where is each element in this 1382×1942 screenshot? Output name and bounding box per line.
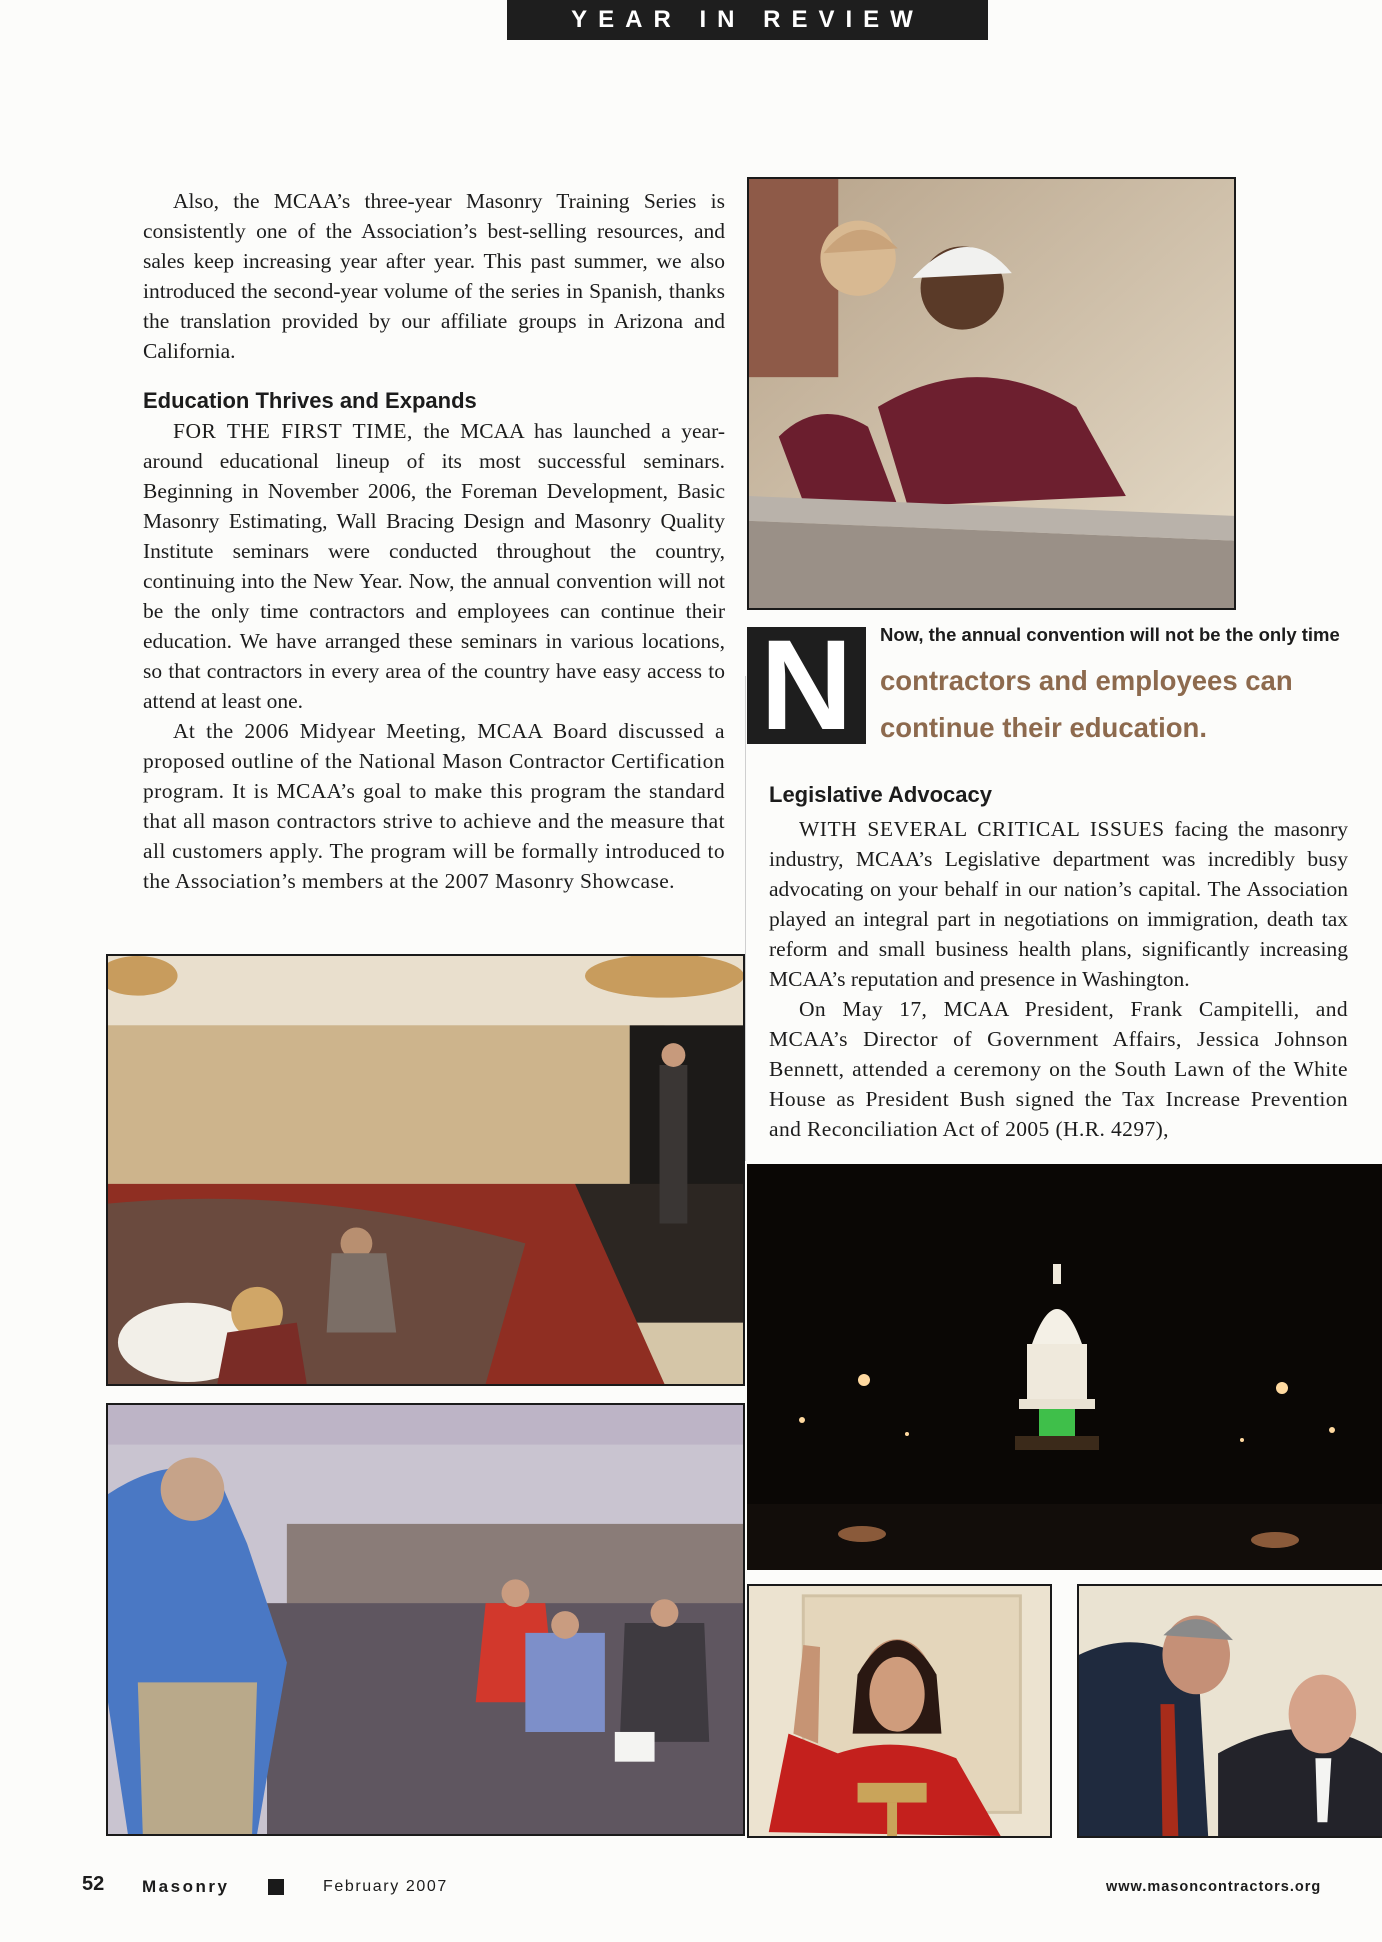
section-header: YEAR IN REVIEW	[507, 0, 988, 40]
education-paragraph-1	[143, 416, 725, 716]
page-number: 52	[82, 1873, 105, 1895]
capitol-night-photo	[747, 1164, 1382, 1570]
masons-working-photo	[747, 177, 1236, 610]
legislative-heading: Legislative Advocacy	[769, 782, 992, 807]
classroom-seminar-photo	[106, 1403, 745, 1836]
legislative-paragraph-2: On May 17, MCAA President, Frank Campitelli, and MCAA’s Director of Government Affairs, Jessica Johnson Bennett, attended a ceremony on the South Lawn of the White House as President Bush signed the Tax Increase Prevention and Reconciliation Act of 2005 (H.R. 4297),	[769, 997, 1348, 1141]
footer-square	[268, 1879, 284, 1895]
education-paragraph-2: At the 2006 Midyear Meeting, MCAA Board discussed a proposed outline of the National Mason Contractor Certification program. It is MCAA’s goal to make this program the standard that all mason contractors strive to achieve and the measure that all customers apply. The program will be formally introduced to the Association’s members at the 2007 Masonry Showcase.	[143, 719, 725, 893]
speaker-woman-photo	[747, 1584, 1052, 1838]
website-link[interactable]: www.masoncontractors.org	[1106, 1879, 1322, 1895]
issue-date: February 2007	[323, 1878, 448, 1895]
column-divider	[745, 676, 746, 1161]
left-column-text	[143, 186, 725, 896]
banquet-seminar-photo	[106, 954, 745, 1386]
pull-quote-line-2: contractors and employees can continue their education.	[880, 665, 1293, 743]
legislative-paragraph-1	[769, 814, 1348, 994]
education-lead: FOR THE FIRST TIME,	[173, 419, 413, 443]
legislative-lead: WITH SEVERAL CRITICAL ISSUES	[799, 817, 1165, 841]
right-column-text	[769, 780, 1348, 1144]
education-paragraph-1-body: the MCAA has launched a year-around educational lineup of its most successful seminars. Beginning in November 2006, the Foreman Development, Basic Masonry Estimating, Wall Bracing Design and Masonry Quality Institute seminars were conducted throughout the country, continuing into the New Year. Now, the annual convention will not be the only time contractors and employees can continue their education. We have arranged these seminars in various locations, so that contractors in every area of the country have easy access to attend at least one.	[143, 419, 725, 713]
intro-paragraph: Also, the MCAA’s three-year Masonry Training Series is consistently one of the Association’s best-selling resources, and sales keep increasing year after year. This past summer, we also introduced the second-year volume of the series in Spanish, thanks the translation provided by our affiliate groups in Arizona and California.	[143, 189, 725, 363]
two-men-photo	[1077, 1584, 1382, 1838]
pull-quote-initial: N	[747, 627, 866, 744]
pull-quote-line-1: Now, the annual convention will not be the only time	[880, 624, 1340, 645]
education-heading: Education Thrives and Expands	[143, 388, 477, 413]
legislative-paragraph-1-body: facing the masonry industry, MCAA’s Legislative department was incredibly busy advocating on your behalf in our nation’s capital. The Association played an integral part in negotiations on immigration, death tax reform and small business health plans, significantly increasing MCAA’s reputation and presence in Washington.	[769, 817, 1348, 991]
magazine-name: Masonry	[142, 1877, 230, 1896]
